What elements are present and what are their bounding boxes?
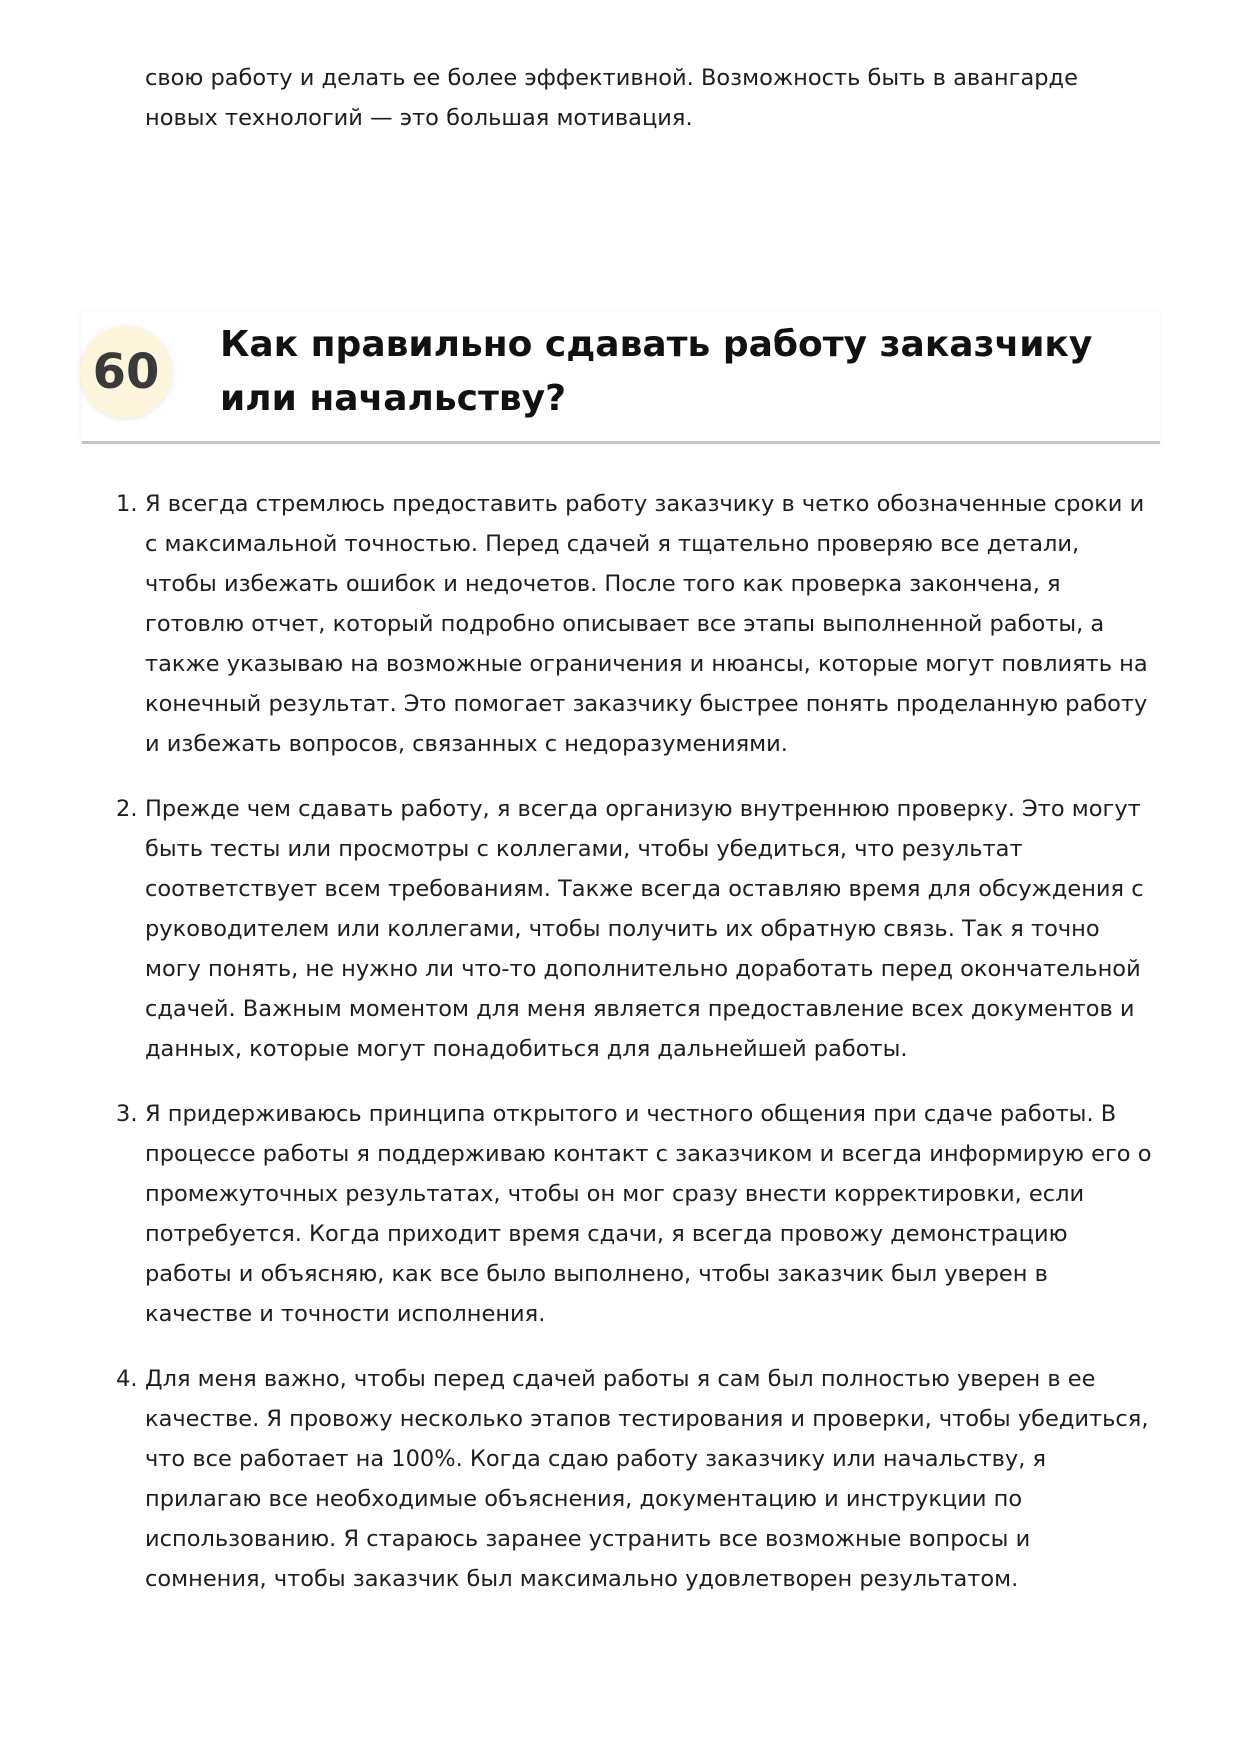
question-header <box>82 312 1160 444</box>
answer-list <box>116 484 1155 1624</box>
question-title: Как правильно сдавать работу заказчику или начальству? <box>220 324 1093 419</box>
answer-text: Для меня важно, чтобы перед сдачей работы я сам был полностью уверен в ее качестве. Я провожу несколько этапов тестирования и проверки, чтобы убедиться, что все работает на 100%. Когда сдаю работу заказчику или начальству, я прилагаю все необходимые объяснения, документацию и инструкции по использованию. Я стараюсь заранее устранить все возможные вопросы и сомнения, чтобы заказчик был максимально удовлетворен результатом. <box>145 1366 1149 1592</box>
answer-number: 3. <box>116 1101 138 1127</box>
question-number-badge: 60 <box>80 326 172 418</box>
answer-number: 4. <box>116 1366 138 1392</box>
answer-text: Прежде чем сдавать работу, я всегда организую внутреннюю проверку. Это могут быть тесты или просмотры с коллегами, чтобы убедиться, что результат соответствует всем требованиям. Также всегда оставляю время для обсуждения с руководителем или коллегами, чтобы получить их обратную связь. Так я точно могу понять, не нужно ли что-то дополнительно доработать перед окончательной сдачей. Важным моментом для меня является предоставление всех документов и данных, которые могут понадобиться для дальнейшей работы. <box>145 796 1144 1062</box>
answer-text: Я придерживаюсь принципа открытого и честного общения при сдаче работы. В процессе работы я поддерживаю контакт с заказчиком и всегда информирую его о промежуточных результатах, чтобы он мог сразу внести корректировки, если потребуется. Когда приходит время сдачи, я всегда провожу демонстрацию работы и объясняю, как все было выполнено, чтобы заказчик был уверен в качестве и точности исполнения. <box>145 1101 1152 1327</box>
answer-number: 2. <box>116 796 138 822</box>
answer-item-1 <box>116 484 1155 764</box>
answer-text: Я всегда стремлюсь предоставить работу заказчику в четко обозначенные сроки и с максимальной точностью. Перед сдачей я тщательно проверяю все детали, чтобы избежать ошибок и недочетов. После того как проверка закончена, я готовлю отчет, который подробно описывает все этапы выполненной работы, а также указываю на возможные ограничения и нюансы, которые могут повлиять на конечный результат. Это помогает заказчику быстрее понять проделанную работу и избежать вопросов, связанных с недоразумениями. <box>145 491 1148 757</box>
answer-item-3 <box>116 1094 1155 1334</box>
answer-number: 1. <box>116 491 138 517</box>
intro-paragraph: свою работу и делать ее более эффективной. Возможность быть в авангарде новых технологий — это большая мотивация. <box>145 65 1078 131</box>
answer-item-4 <box>116 1359 1155 1599</box>
answer-item-2 <box>116 789 1155 1069</box>
